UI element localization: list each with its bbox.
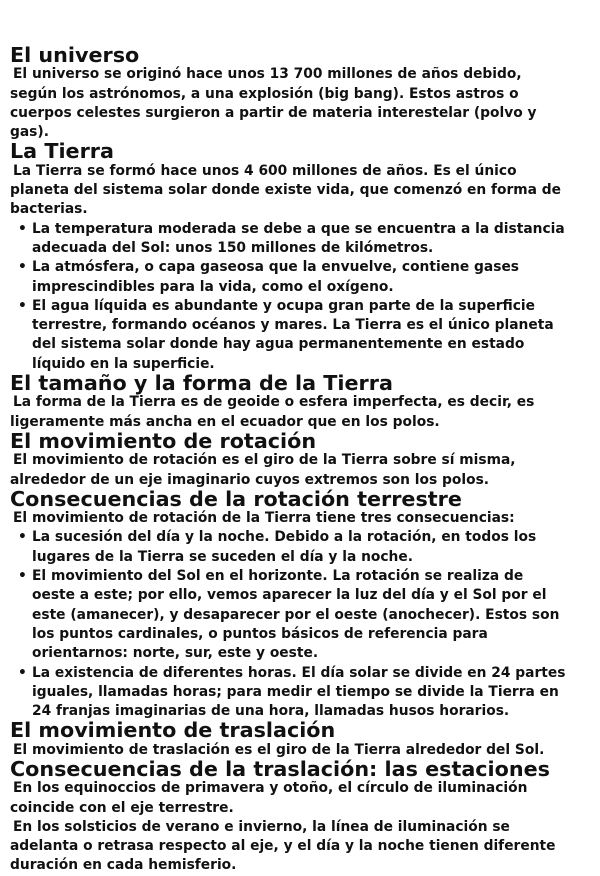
bullet-icon: • bbox=[18, 259, 27, 276]
heading-seasons: Consecuencias de la traslación: las estaciones bbox=[10, 756, 550, 781]
list-item bbox=[10, 567, 570, 663]
heading-earth: La Tierra bbox=[10, 139, 114, 164]
paragraph-translation: El movimiento de traslación es el giro de la Tierra alrededor del Sol. bbox=[13, 741, 545, 758]
paragraph-universe: El universo se originó hace unos 13 700 millones de años debido, según los astrónomos, a una explosión (big bang). Estos astros o cuerpos celestes surgieron a partir de materia interestelar (polvo y gas). bbox=[10, 66, 537, 141]
bullet-icon: • bbox=[18, 664, 27, 681]
bullet-icon: • bbox=[18, 297, 27, 314]
heading-rotation: El movimiento de rotación bbox=[10, 428, 317, 453]
heading-size-shape: El tamaño y la forma de la Tierra bbox=[10, 371, 393, 396]
list-item-text: El movimiento del Sol en el horizonte. La rotación se realiza de oeste a este; por ello, vemos aparecer la luz del día y el Sol por el este (amanecer), y desaparecer por el oeste (anochecer). Estos son los puntos cardinales, o puntos básicos de referencia para orientarnos: norte, sur, este y oeste. bbox=[32, 568, 560, 662]
list-item-text: La sucesión del día y la noche. Debido a la rotación, en todos los lugares de la Tierra se suceden el día y la noche. bbox=[32, 529, 537, 565]
list-item bbox=[10, 258, 570, 297]
earth-features-list bbox=[10, 220, 570, 374]
heading-universe: El universo bbox=[10, 43, 140, 67]
paragraph-rotation-consequences: El movimiento de rotación de la Tierra tiene tres consecuencias: bbox=[13, 510, 515, 527]
list-item bbox=[10, 664, 570, 722]
list-item bbox=[10, 220, 570, 259]
bullet-icon: • bbox=[18, 529, 27, 546]
paragraph-equinoxes: En los equinoccios de primavera y otoño, el círculo de iluminación coincide con el eje terrestre. bbox=[10, 780, 528, 816]
paragraph-solstices: En los solsticios de verano e invierno, la línea de iluminación se adelanta o retrasa respecto al eje, y el día y la noche tienen diferente duración en cada hemisferio. bbox=[10, 818, 556, 874]
list-item-text: La atmósfera, o capa gaseosa que la envuelve, contiene gases imprescindibles para la vida, como el oxígeno. bbox=[32, 259, 520, 295]
bullet-icon: • bbox=[18, 220, 27, 237]
list-item bbox=[10, 528, 570, 567]
bullet-icon: • bbox=[18, 568, 27, 585]
list-item-text: El agua líquida es abundante y ocupa gran parte de la superficie terrestre, formando océanos y mares. La Tierra es el único planeta del sistema solar donde hay agua permanentemente en estado líquido en la superficie. bbox=[32, 297, 554, 372]
paragraph-rotation: El movimiento de rotación es el giro de la Tierra sobre sí misma, alrededor de un eje imaginario cuyos extremos son los polos. bbox=[10, 452, 516, 488]
rotation-consequences-list bbox=[10, 528, 570, 721]
heading-rotation-consequences: Consecuencias de la rotación terrestre bbox=[10, 486, 462, 511]
heading-translation: El movimiento de traslación bbox=[10, 718, 336, 743]
document-page bbox=[10, 43, 570, 876]
list-item-text: La temperatura moderada se debe a que se encuentra a la distancia adecuada del Sol: unos 150 millones de kilómetros. bbox=[32, 220, 565, 256]
paragraph-size-shape: La forma de la Tierra es de geoide o esfera imperfecta, es decir, es ligeramente más ancha en el ecuador que en los polos. bbox=[10, 394, 535, 430]
list-item-text: La existencia de diferentes horas. El día solar se divide en 24 partes iguales, llamadas horas; para medir el tiempo se divide la Tierra en 24 franjas imaginarias de una hora, llamadas husos horarios. bbox=[32, 664, 566, 720]
list-item bbox=[10, 297, 570, 374]
paragraph-earth: La Tierra se formó hace unos 4 600 millones de años. Es el único planeta del sistema solar donde existe vida, que comenzó en forma de bacterias. bbox=[10, 162, 561, 218]
